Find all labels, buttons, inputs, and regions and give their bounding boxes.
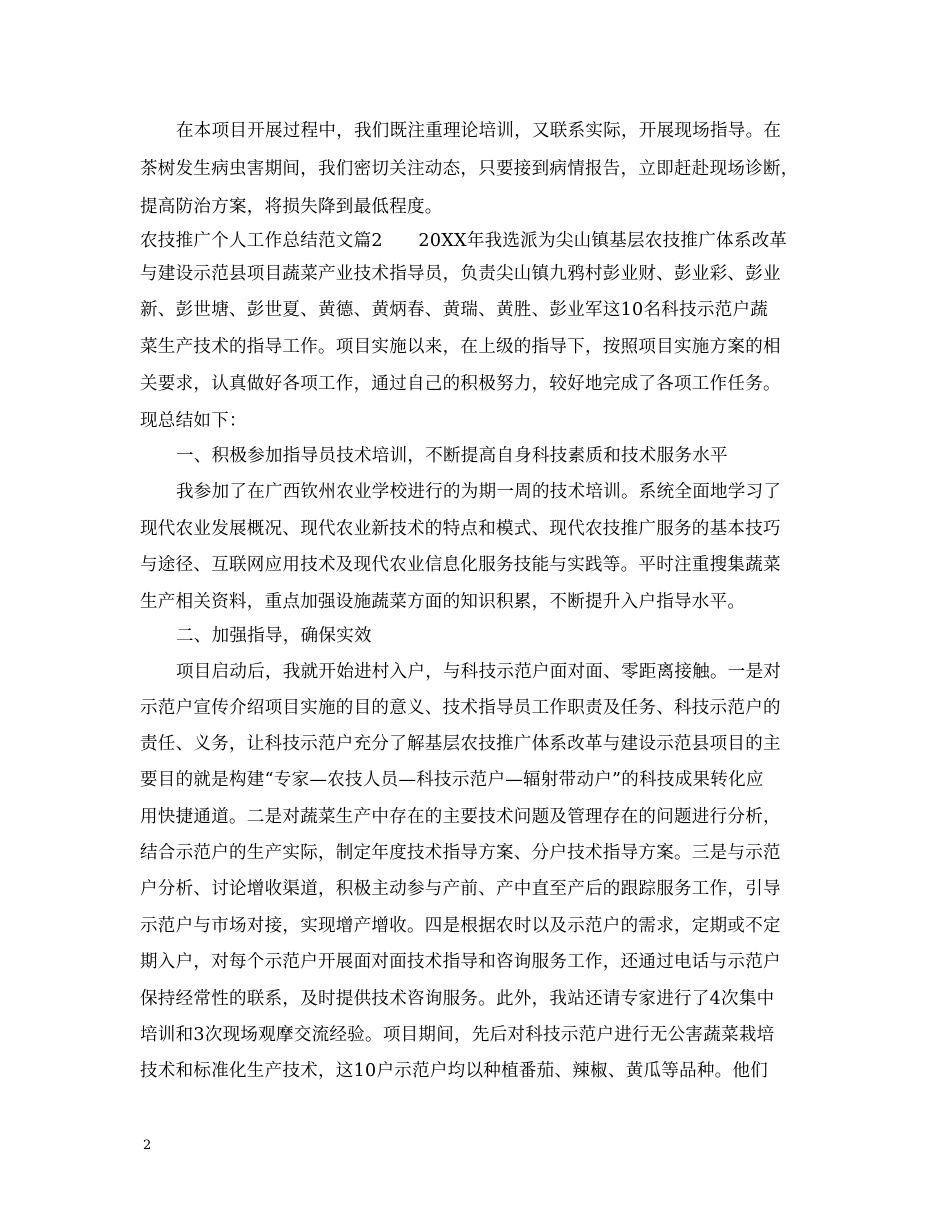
body-text-line: 要目的就是构建“专家—农技人员—科技示范户—辐射带动户”的科技成果转化应 <box>140 770 764 790</box>
body-text-line: 现代农业发展概况、现代农业新技术的特点和模式、现代农技推广服务的基本技巧 <box>140 519 781 539</box>
body-text-line: 示范户与市场对接，实现增产增收。四是根据农时以及示范户的需求，定期或不定 <box>140 916 781 936</box>
body-text-line: 培训和3次现场观摩交流经验。项目期间，先后对科技示范户进行无公害蔬菜栽培 <box>140 1025 775 1045</box>
body-text-line: 我参加了在广西钦州农业学校进行的为期一周的技术培训。系统全面地学习了 <box>176 482 782 502</box>
body-text-line: 技术和标准化生产技术，这10户示范户均以种植番茄、辣椒、黄瓜等品种。他们 <box>140 1061 769 1081</box>
body-text-line: 新、彭世塘、彭世夏、黄德、黄炳春、黄瑞、黄胜、彭业军这10名科技示范户蔬 <box>140 300 769 320</box>
body-text-line: 项目启动后，我就开始进村入户，与科技示范户面对面、零距离接触。一是对 <box>176 662 782 682</box>
body-text-line: 户分析、讨论增收渠道，积极主动参与产前、产中直至产后的跟踪服务工作，引导 <box>140 879 781 899</box>
body-text-line: 关要求，认真做好各项工作，通过自己的积极努力，较好地完成了各项工作任务。 <box>140 374 781 394</box>
body-text-line: 与建设示范县项目蔬菜产业技术指导员，负责尖山镇九鸦村彭业财、彭业彩、彭业 <box>140 264 781 284</box>
section-heading: 二、加强指导，确保实效 <box>176 626 372 646</box>
body-text-line: 示范户宣传介绍项目实施的目的意义、技术指导员工作职责及任务、科技示范户的 <box>140 698 781 718</box>
body-text-line: 茶树发生病虫害期间，我们密切关注动态，只要接到病情报告，立即赶赴现场诊断， <box>140 159 799 179</box>
body-text-line: 保持经常性的联系，及时提供技术咨询服务。此外，我站还请专家进行了4次集中 <box>140 989 775 1009</box>
body-text-line: 责任、义务，让科技示范户充分了解基层农技推广体系改革与建设示范县项目的主 <box>140 734 781 754</box>
body-text-line: 与途径、互联网应用技术及现代农业信息化服务技能与实践等。平时注重搜集蔬菜 <box>140 555 781 575</box>
body-text-line: 结合示范户的生产实际，制定年度技术指导方案、分户技术指导方案。三是与示范 <box>140 843 781 863</box>
body-text-line: 在本项目开展过程中，我们既注重理论培训，又联系实际，开展现场指导。在 <box>176 121 782 141</box>
body-text-line: 提高防治方案，将损失降到最低程度。 <box>140 197 443 217</box>
body-text-line: 菜生产技术的指导工作。项目实施以来，在上级的指导下，按照项目实施方案的相 <box>140 337 781 357</box>
body-text-line: 用快捷通道。二是对蔬菜生产中存在的主要技术问题及管理存在的问题进行分析， <box>140 807 781 827</box>
section-heading: 一、积极参加指导员技术培训，不断提高自身科技素质和技术服务水平 <box>176 446 728 466</box>
body-text-line: 现总结如下： <box>140 411 247 431</box>
body-text-line: 生产相关资料，重点加强设施蔬菜方面的知识积累，不断提升入户指导水平。 <box>140 592 746 612</box>
section-heading-line: 农技推广个人工作总结范文篇2 20XX年我选派为尖山镇基层农技推广体系改革 <box>140 231 788 251</box>
body-text-line: 期入户，对每个示范户开展面对面技术指导和咨询服务工作，还通过电话与示范户 <box>140 952 781 972</box>
page-number: 2 <box>143 1138 152 1153</box>
